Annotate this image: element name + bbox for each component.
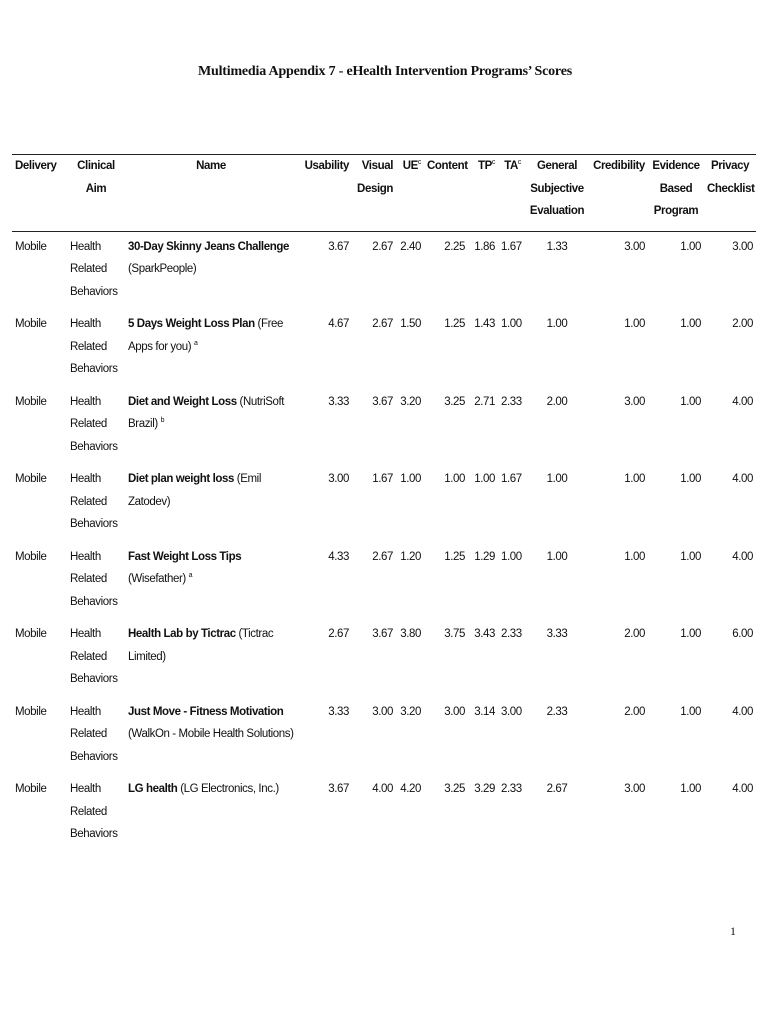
cell-delivery: Mobile	[15, 550, 47, 563]
cell-ue: 2.40	[400, 240, 421, 253]
cell-visual-design: 1.67	[372, 473, 393, 485]
cell-privacy-checklist: 4.00	[732, 395, 753, 408]
cell-general-subjective-evaluation: 1.00	[546, 473, 568, 485]
cell-tp: 3.43	[474, 628, 495, 640]
program-name: Fast Weight Loss Tips	[128, 550, 242, 563]
program-name: LG health	[128, 783, 178, 795]
table-row	[12, 778, 756, 856]
cell-tp: 3.29	[474, 783, 495, 795]
cell-delivery: Mobile	[15, 240, 47, 253]
cell-tp: 1.43	[474, 318, 495, 330]
document-title: Multimedia Appendix 7 - eHealth Intervention Programs’ Scores	[198, 64, 572, 79]
cell-credibility: 3.00	[624, 240, 645, 253]
cell-clinical-aim: Health Related Behaviors	[70, 783, 118, 840]
cell-privacy-checklist: 4.00	[732, 705, 753, 718]
cell-privacy-checklist: 4.00	[732, 550, 753, 563]
program-publisher: (Tictrac Limited)	[128, 628, 274, 663]
cell-ue: 3.20	[400, 705, 421, 718]
scores-table	[12, 154, 756, 856]
cell-delivery: Mobile	[15, 705, 47, 718]
header-tp-footnote: c	[491, 159, 495, 166]
program-publisher: (Emil Zatodev)	[128, 473, 261, 508]
header-visual-design: Visual Design	[357, 160, 393, 195]
cell-general-subjective-evaluation: 3.33	[546, 628, 568, 640]
cell-evidence-based-program: 1.00	[680, 240, 701, 253]
cell-general-subjective-evaluation: 2.33	[546, 705, 568, 718]
cell-usability: 3.33	[328, 395, 349, 408]
page-number: 1	[730, 924, 736, 938]
header-delivery: Delivery	[15, 160, 57, 172]
cell-ta: 2.33	[501, 395, 522, 408]
cell-credibility: 3.00	[624, 395, 645, 408]
cell-content: 3.75	[444, 628, 465, 640]
table-row	[12, 391, 756, 469]
cell-tp: 2.71	[474, 395, 495, 408]
header-evidence-based-program: Evidence Based Program	[652, 160, 700, 217]
header-usability: Usability	[304, 160, 349, 172]
cell-tp: 1.29	[474, 550, 495, 563]
program-publisher: (Wisefather)	[128, 573, 186, 585]
cell-ta: 1.00	[501, 550, 522, 563]
cell-evidence-based-program: 1.00	[680, 783, 701, 795]
program-name: Health Lab by Tictrac	[128, 628, 236, 640]
table-row	[12, 313, 756, 391]
cell-general-subjective-evaluation: 1.00	[546, 318, 568, 330]
footnote-marker: a	[188, 572, 193, 579]
cell-ta: 1.67	[501, 473, 522, 485]
cell-ue: 1.20	[400, 550, 421, 563]
footnote-marker: a	[194, 339, 198, 347]
cell-name	[125, 468, 297, 546]
header-ta-footnote: c	[517, 159, 521, 166]
header-privacy-checklist: Privacy Checklist	[707, 160, 755, 195]
cell-clinical-aim: Health Related Behaviors	[70, 318, 118, 375]
cell-ta: 2.33	[501, 628, 522, 640]
cell-visual-design: 2.67	[372, 240, 393, 253]
cell-credibility: 1.00	[624, 473, 645, 485]
cell-general-subjective-evaluation: 2.00	[546, 395, 568, 408]
program-name: Just Move - Fitness Motivation	[128, 705, 284, 718]
cell-delivery: Mobile	[15, 628, 47, 640]
cell-delivery: Mobile	[15, 473, 47, 485]
cell-credibility: 1.00	[624, 550, 645, 563]
cell-content: 3.25	[444, 783, 465, 795]
cell-visual-design: 3.67	[372, 395, 393, 408]
cell-privacy-checklist: 4.00	[732, 783, 753, 795]
cell-usability: 4.67	[328, 318, 349, 330]
cell-ue: 4.20	[400, 783, 421, 795]
cell-content: 3.25	[444, 395, 465, 408]
cell-usability: 3.67	[328, 783, 349, 795]
cell-ta: 3.00	[501, 705, 522, 718]
cell-evidence-based-program: 1.00	[680, 395, 701, 408]
cell-visual-design: 4.00	[372, 783, 393, 795]
cell-clinical-aim: Health Related Behaviors	[70, 705, 118, 763]
table-row	[12, 546, 756, 624]
cell-evidence-based-program: 1.00	[680, 473, 701, 485]
program-publisher: (LG Electronics, Inc.)	[177, 783, 279, 795]
table-row	[12, 701, 756, 779]
cell-ue: 3.20	[400, 395, 421, 408]
cell-content: 1.25	[444, 550, 465, 563]
cell-name	[125, 623, 297, 701]
cell-evidence-based-program: 1.00	[680, 318, 701, 330]
cell-clinical-aim: Health Related Behaviors	[70, 395, 118, 453]
cell-delivery: Mobile	[15, 395, 47, 408]
cell-evidence-based-program: 1.00	[680, 628, 701, 640]
table-body	[12, 231, 756, 856]
cell-credibility: 2.00	[624, 705, 645, 718]
cell-ta: 1.00	[501, 318, 522, 330]
cell-ta: 1.67	[501, 240, 522, 253]
cell-usability: 3.00	[328, 473, 349, 485]
table-row	[12, 468, 756, 546]
cell-credibility: 1.00	[624, 318, 645, 330]
header-ta-label: TA	[504, 160, 518, 172]
cell-general-subjective-evaluation: 1.33	[546, 240, 568, 253]
cell-delivery: Mobile	[15, 318, 47, 330]
cell-evidence-based-program: 1.00	[680, 705, 701, 718]
cell-general-subjective-evaluation: 1.00	[546, 550, 568, 563]
program-name: Diet plan weight loss	[128, 473, 234, 485]
cell-ue: 1.50	[400, 318, 421, 330]
program-publisher: (Free Apps for you)	[128, 318, 283, 353]
cell-name	[125, 546, 297, 624]
cell-delivery: Mobile	[15, 783, 47, 795]
cell-privacy-checklist: 4.00	[732, 473, 753, 485]
cell-privacy-checklist: 6.00	[732, 628, 753, 640]
cell-usability: 2.67	[328, 628, 349, 640]
cell-clinical-aim: Health Related Behaviors	[70, 240, 118, 298]
cell-name	[125, 231, 297, 313]
header-clinical-aim: Clinical Aim	[77, 160, 115, 195]
cell-tp: 3.14	[474, 705, 495, 718]
cell-visual-design: 3.00	[372, 705, 393, 718]
program-name: 30-Day Skinny Jeans Challenge	[128, 240, 289, 253]
cell-credibility: 2.00	[624, 628, 645, 640]
cell-content: 2.25	[444, 240, 465, 253]
cell-usability: 3.67	[328, 240, 349, 253]
cell-tp: 1.00	[474, 473, 495, 485]
cell-visual-design: 3.67	[372, 628, 393, 640]
cell-name	[125, 778, 297, 856]
cell-content: 1.00	[444, 473, 465, 485]
header-ue-label: UE	[402, 160, 418, 172]
header-general-subjective-evaluation: General Subjective Evaluation	[529, 160, 585, 217]
cell-evidence-based-program: 1.00	[680, 550, 701, 563]
footnote-marker: b	[160, 417, 165, 424]
header-tp	[468, 155, 498, 232]
cell-content: 3.00	[444, 705, 465, 718]
header-ue	[396, 155, 424, 232]
cell-name	[125, 313, 297, 391]
header-credibility: Credibility	[593, 160, 645, 172]
cell-clinical-aim: Health Related Behaviors	[70, 550, 118, 608]
program-publisher: (SparkPeople)	[128, 263, 197, 275]
header-row	[12, 155, 756, 232]
header-tp-label: TP	[477, 160, 492, 172]
header-ue-footnote: c	[417, 159, 421, 166]
cell-tp: 1.86	[474, 240, 495, 253]
cell-credibility: 3.00	[624, 783, 645, 795]
cell-usability: 4.33	[328, 550, 349, 563]
program-publisher: (NutriSoft Brazil)	[128, 395, 285, 430]
cell-privacy-checklist: 2.00	[732, 318, 753, 330]
cell-general-subjective-evaluation: 2.67	[546, 783, 568, 795]
table-row	[12, 623, 756, 701]
program-name: Diet and Weight Loss	[128, 395, 237, 408]
header-name: Name	[196, 160, 226, 172]
cell-usability: 3.33	[328, 705, 349, 718]
program-name: 5 Days Weight Loss Plan	[128, 318, 255, 330]
cell-ue: 1.00	[400, 473, 421, 485]
cell-ue: 3.80	[400, 628, 421, 640]
cell-clinical-aim: Health Related Behaviors	[70, 628, 118, 685]
cell-name	[125, 391, 297, 469]
cell-clinical-aim: Health Related Behaviors	[70, 473, 118, 530]
header-ta	[498, 155, 524, 232]
header-content: Content	[427, 160, 468, 172]
program-publisher: (WalkOn - Mobile Health Solutions)	[128, 728, 294, 740]
cell-name	[125, 701, 297, 779]
cell-content: 1.25	[444, 318, 465, 330]
cell-privacy-checklist: 3.00	[732, 240, 753, 253]
table-row	[12, 231, 756, 313]
cell-visual-design: 2.67	[372, 318, 393, 330]
cell-ta: 2.33	[501, 783, 522, 795]
cell-visual-design: 2.67	[372, 550, 393, 563]
